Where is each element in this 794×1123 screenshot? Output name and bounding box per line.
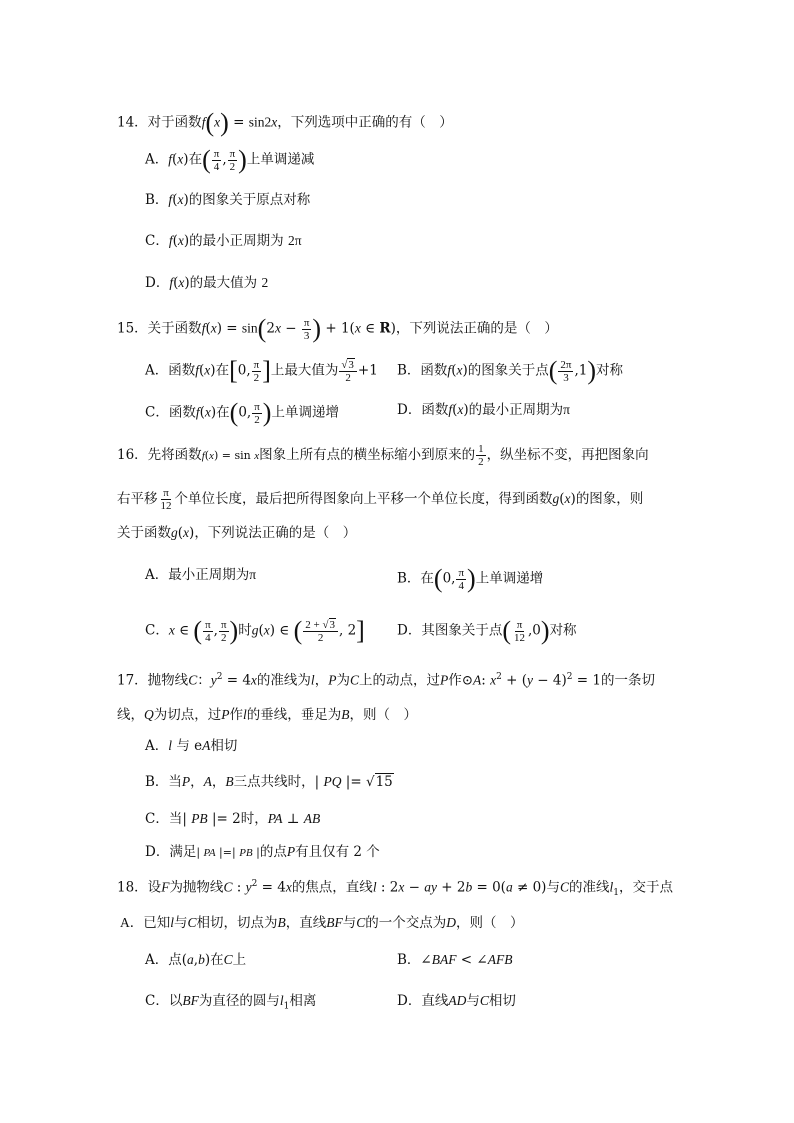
q18-stem-line1: 18．设F为抛物线C : $y^2 = 4x$的焦点，直线l : 2x − ay + 2b = 0(a ≠ 0)与C的准线$l_1$，交于点 — [117, 879, 673, 899]
q14-stem: 14．对于函数f(x) = sin2x，下列选项中正确的有（ ） — [117, 108, 453, 137]
q18-option-d[interactable]: D．直线AD与C相切 — [397, 993, 516, 1009]
q18-stem-line2: A．已知l与C相切，切点为B，直线BF与C的一个交点为D，则（ ） — [120, 915, 524, 931]
q18-option-c[interactable]: C．以BF为直径的圆与$l_1$相离 — [145, 993, 317, 1012]
q15-option-b[interactable]: B．函数f(x)的图象关于点( $\frac{2\pi}{3}$ ,1)对称 — [397, 356, 624, 385]
q16-option-c[interactable]: C．x ∈ ( $\frac{\pi}{4}$ , $\frac{\pi}{2}$ )时g(x) ∈ ( $\frac{2 + √3}{2}$ , 2] — [145, 616, 365, 645]
q17-option-b[interactable]: B．当P，A，B三点共线时，| PQ |= √15 — [145, 774, 393, 790]
q17-option-c[interactable]: C．当| PB |= 2时，PA ⊥ AB — [145, 811, 321, 827]
q16-option-b[interactable]: B．在(0, $\frac{\pi}{4}$ )上单调递增 — [397, 564, 544, 593]
q14-option-d[interactable]: D．f(x)的最大值为 2 — [145, 275, 269, 291]
q14-stem-text-2: ，下列选项中正确的有（ ） — [277, 114, 453, 131]
q15-stem: 15．关于函数f(x) = sin(2x − $\frac{\pi}{3}$ ) + 1(x ∈ R)，下列说法正确的是（ ） — [117, 314, 558, 343]
q16-option-a[interactable]: A．最小正周期为π — [145, 567, 257, 583]
q14-stem-text: 14．对于函数 — [117, 114, 202, 131]
q14-option-c[interactable]: C．f(x)的最小正周期为 2π — [145, 233, 302, 249]
q16-option-d[interactable]: D．其图象关于点( $\frac{\pi}{12}$ ,0)对称 — [397, 616, 577, 645]
q15-option-c[interactable]: C．函数f(x)在(0, $\frac{\pi}{2}$ )上单调递增 — [145, 398, 339, 427]
q16-stem-line1: 16．先将函数f(x) = sin x图象上所有点的横坐标缩小到原来的 $\frac{1}{2}$ ，纵坐标不变，再把图象向 — [117, 443, 649, 468]
q17-stem-line1: 17．抛物线C：$y^2 = 4x$的准线为l，P为C上的动点，过P作⊙A: $x^2 + (y - 4)^2 = 1$的一条切 — [117, 672, 655, 689]
q15-option-d[interactable]: D．函数f(x)的最小正周期为π — [397, 402, 570, 418]
q17-stem-line2: 线，Q为切点，过P作l的垂线，垂足为B，则（ ） — [117, 707, 418, 723]
q18-option-b[interactable]: B．∠BAF < ∠AFB — [397, 952, 513, 968]
q17-option-d[interactable]: D．满足| PA |=| PB |的点P有且仅有 2 个 — [145, 844, 380, 860]
q16-stem-line2: 右平移 $\frac{\pi}{12}$ 个单位长度，最后把所得图象向上平移一个单位长度，得到函数g(x)的图象，则 — [117, 487, 644, 512]
q14-option-a[interactable]: A．f(x)在( $\frac{\pi}{4}$ , $\frac{\pi}{2}$ )上单调递减 — [145, 145, 315, 174]
q18-option-a[interactable]: A．点(a,b)在C上 — [145, 952, 247, 968]
q17-option-a[interactable]: A．l 与 eA相切 — [145, 738, 238, 754]
q16-stem-line3: 关于函数g(x)，下列说法正确的是（ ） — [117, 525, 357, 541]
q14-option-b[interactable]: B．f(x)的图象关于原点对称 — [145, 192, 311, 208]
q15-option-a[interactable]: A．函数f(x)在[0, $\frac{\pi}{2}$ ]上最大值为 $\frac{√3}{2}$ +1 — [145, 356, 378, 385]
